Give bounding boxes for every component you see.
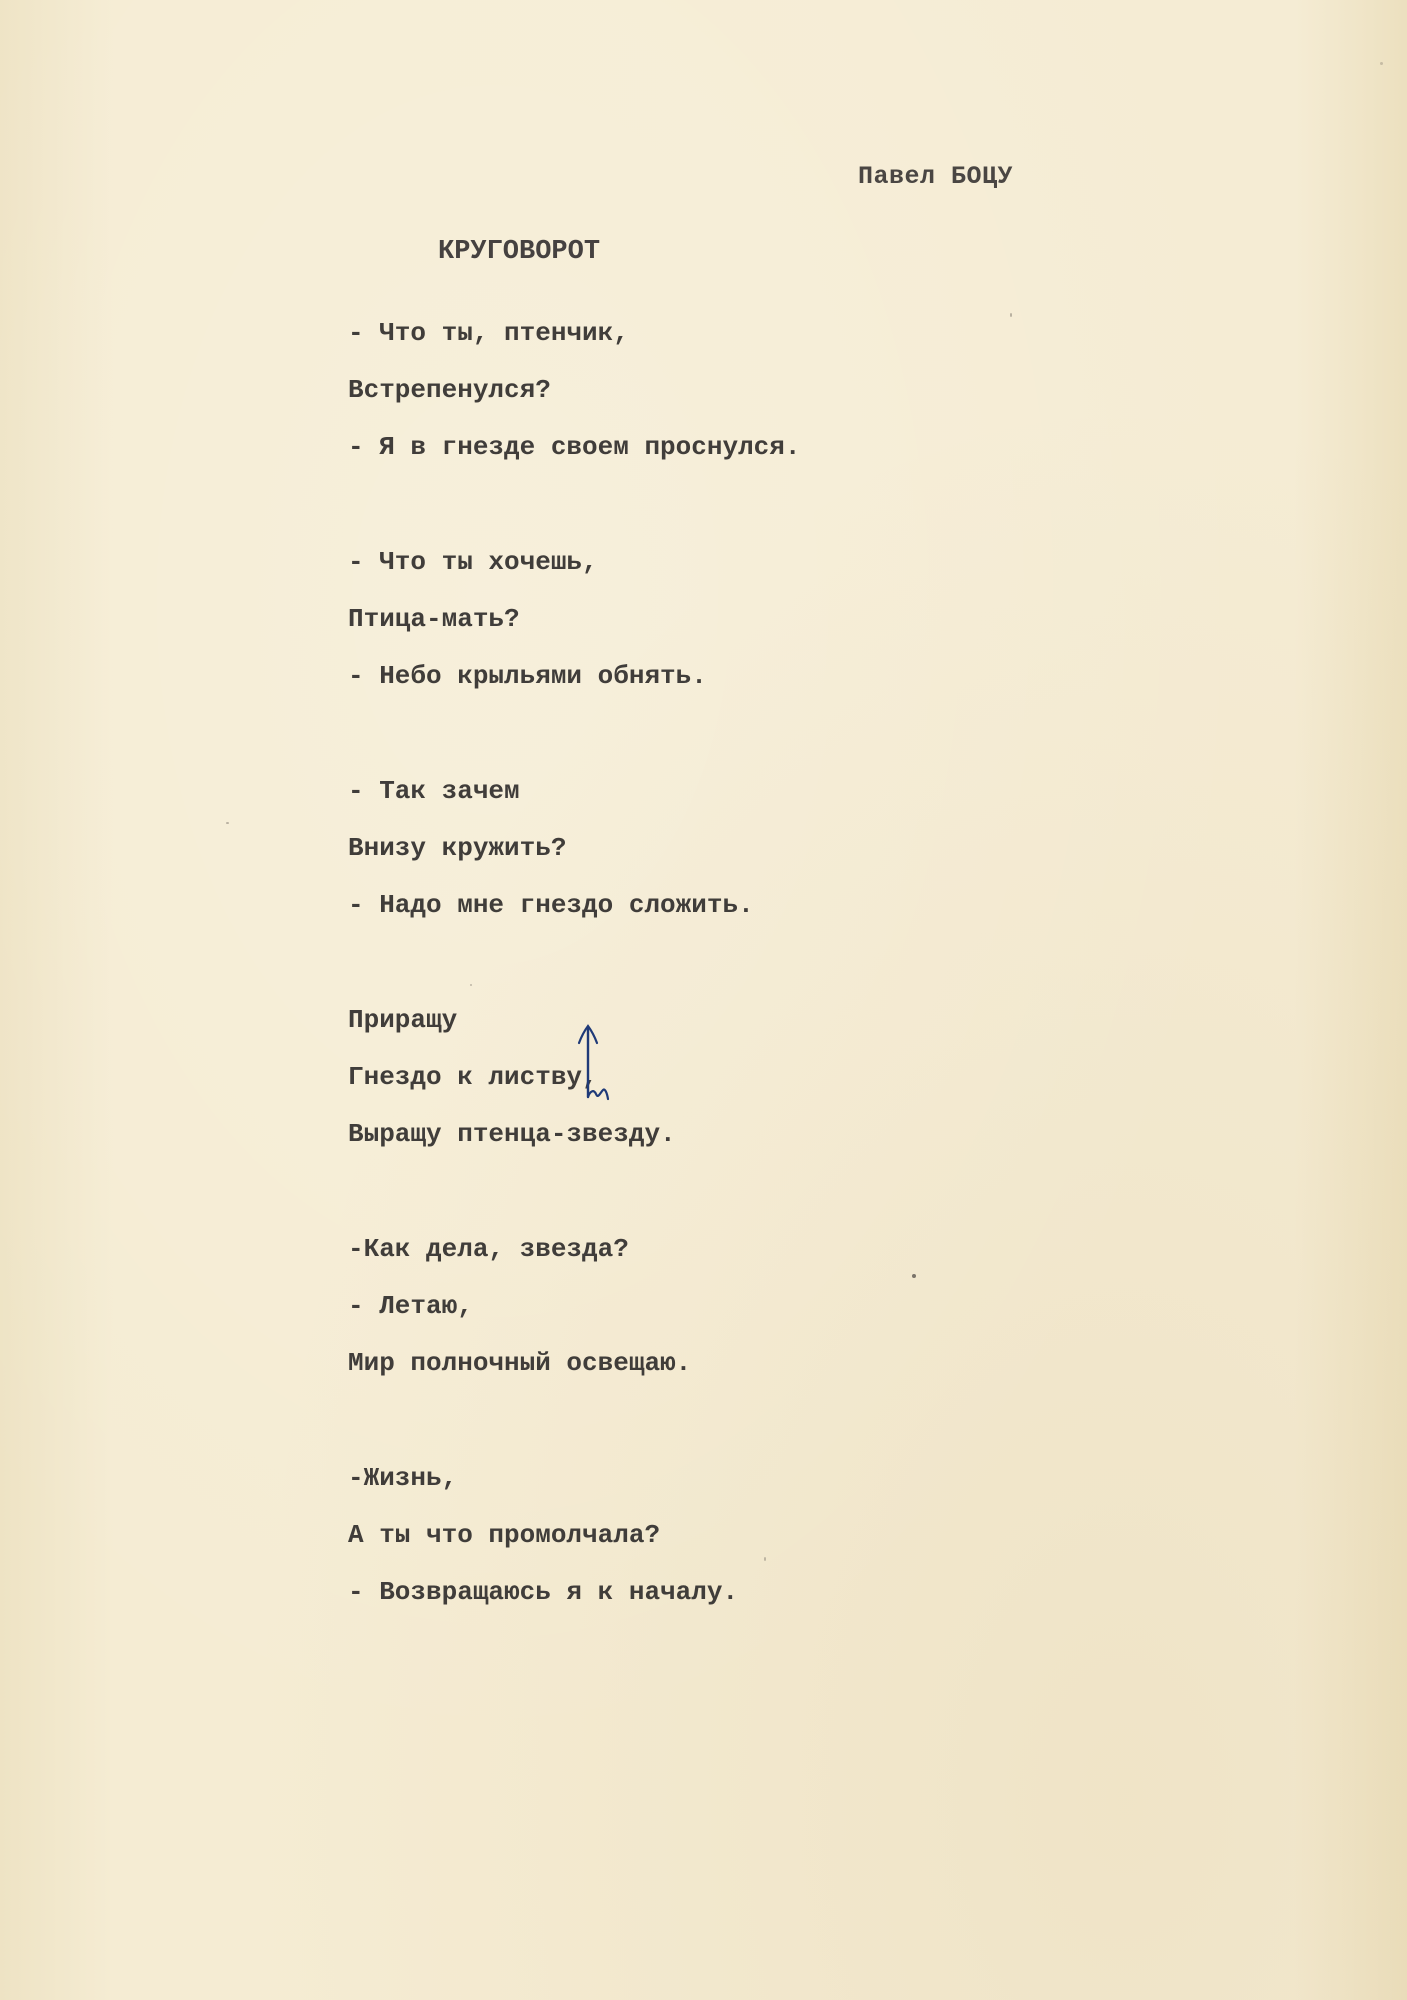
stanza-4 bbox=[348, 992, 1048, 1163]
poem-line: А ты что промолчала? bbox=[348, 1520, 661, 1550]
poem-line: Встрепенулся? bbox=[348, 375, 551, 405]
paper-speck bbox=[1010, 313, 1012, 317]
paper-speck bbox=[226, 822, 229, 824]
paper-speck bbox=[1380, 62, 1383, 65]
poem-line: -Жизнь, bbox=[348, 1463, 458, 1493]
poem-line: - Надо мне гнездо сложить. bbox=[348, 890, 754, 920]
stanza-1 bbox=[348, 305, 1048, 476]
poem-line: Гнездо к листву, bbox=[348, 1062, 598, 1092]
author-name: Павел БОЦУ bbox=[858, 162, 1014, 191]
stanza-5 bbox=[348, 1221, 1048, 1392]
poem-line: - Я в гнезде своем проснулся. bbox=[348, 432, 801, 462]
poem-line: Мир полночный освещаю. bbox=[348, 1348, 692, 1378]
stanza-2 bbox=[348, 534, 1048, 705]
poem-line: Приращу bbox=[348, 1005, 458, 1035]
poem-line: -Как дела, звезда? bbox=[348, 1234, 629, 1264]
paper-speck bbox=[764, 1557, 766, 1561]
paper-speck bbox=[470, 984, 472, 986]
paper-speck bbox=[912, 1274, 916, 1278]
poem-title: КРУГОВОРОТ bbox=[438, 237, 601, 267]
poem-line: - Летаю, bbox=[348, 1291, 473, 1321]
poem-line: Птица-мать? bbox=[348, 604, 520, 634]
poem-line: - Что ты, птенчик, bbox=[348, 318, 629, 348]
poem-body bbox=[348, 305, 1048, 1679]
poem-line: - Что ты хочешь, bbox=[348, 547, 598, 577]
poem-line: Внизу кружить? bbox=[348, 833, 567, 863]
stanza-3 bbox=[348, 763, 1048, 934]
handwritten-correction-mark bbox=[566, 1017, 626, 1107]
poem-line: Выращу птенца-звезду. bbox=[348, 1119, 676, 1149]
poem-line: - Небо крыльями обнять. bbox=[348, 661, 707, 691]
poem-line: - Возвращаюсь я к началу. bbox=[348, 1577, 739, 1607]
poem-line: - Так зачем bbox=[348, 776, 520, 806]
stanza-6 bbox=[348, 1450, 1048, 1621]
